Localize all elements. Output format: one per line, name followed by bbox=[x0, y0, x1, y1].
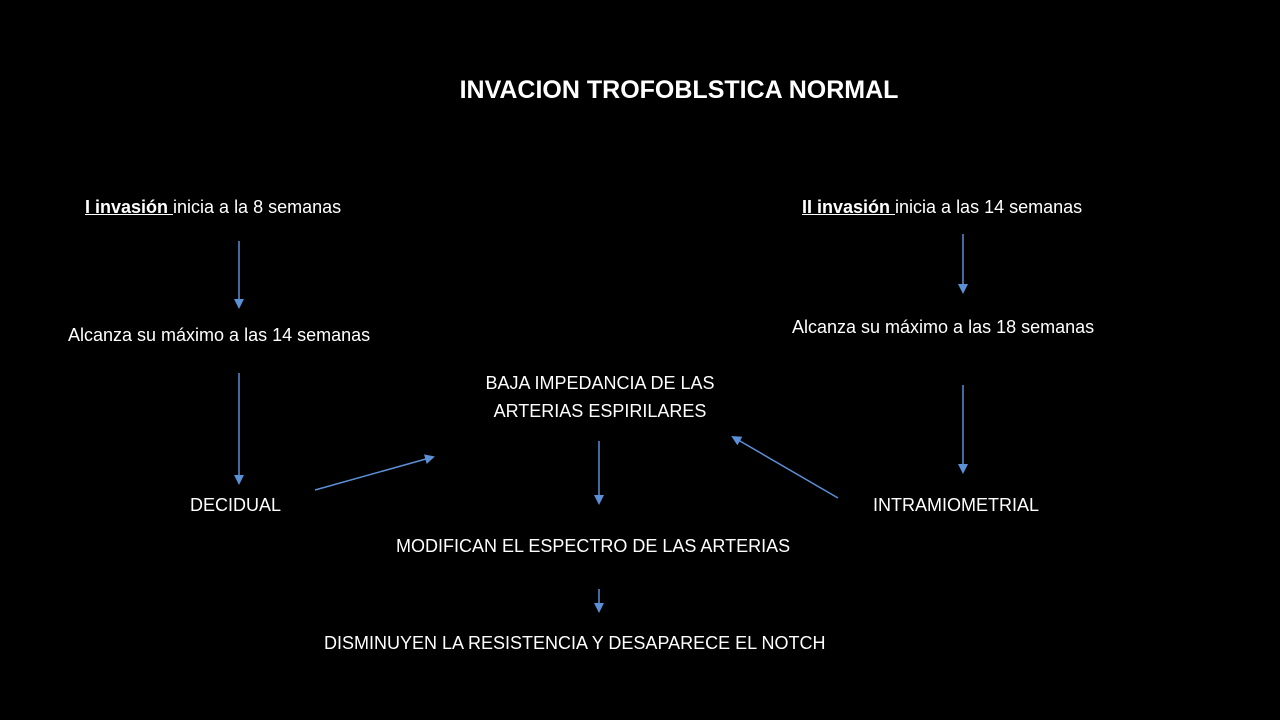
first-invasion-heading bbox=[85, 196, 341, 218]
low-impedance-box bbox=[440, 369, 760, 425]
slide-title: INVACION TROFOBLSTICA NORMAL bbox=[459, 76, 899, 104]
second-invasion-label: II invasión bbox=[802, 197, 896, 217]
arrow-intramiometrial-to-low-impedance bbox=[733, 437, 838, 498]
second-invasion-onset: inicia a las 14 semanas bbox=[895, 197, 1083, 217]
second-invasion-heading bbox=[802, 196, 1082, 218]
modify-spectrum-text: MODIFICAN EL ESPECTRO DE LAS ARTERIAS bbox=[396, 536, 791, 556]
intramiometrial-label: INTRAMIOMETRIAL bbox=[873, 495, 1040, 515]
reduce-resistance-text: DISMINUYEN LA RESISTENCIA Y DESAPARECE EL NOTCH bbox=[324, 633, 826, 653]
first-invasion-label: I invasión bbox=[85, 197, 174, 217]
arrow-decidual-to-low-impedance bbox=[315, 457, 433, 490]
decidual-label: DECIDUAL bbox=[190, 495, 282, 515]
second-invasion-peak: Alcanza su máximo a las 18 semanas bbox=[792, 317, 1095, 337]
low-impedance-line1: BAJA IMPEDANCIA DE LAS bbox=[485, 373, 715, 393]
first-invasion-peak: Alcanza su máximo a las 14 semanas bbox=[68, 325, 371, 345]
first-invasion-onset: inicia a la 8 semanas bbox=[173, 197, 342, 217]
low-impedance-line2: ARTERIAS ESPIRILARES bbox=[493, 401, 707, 421]
